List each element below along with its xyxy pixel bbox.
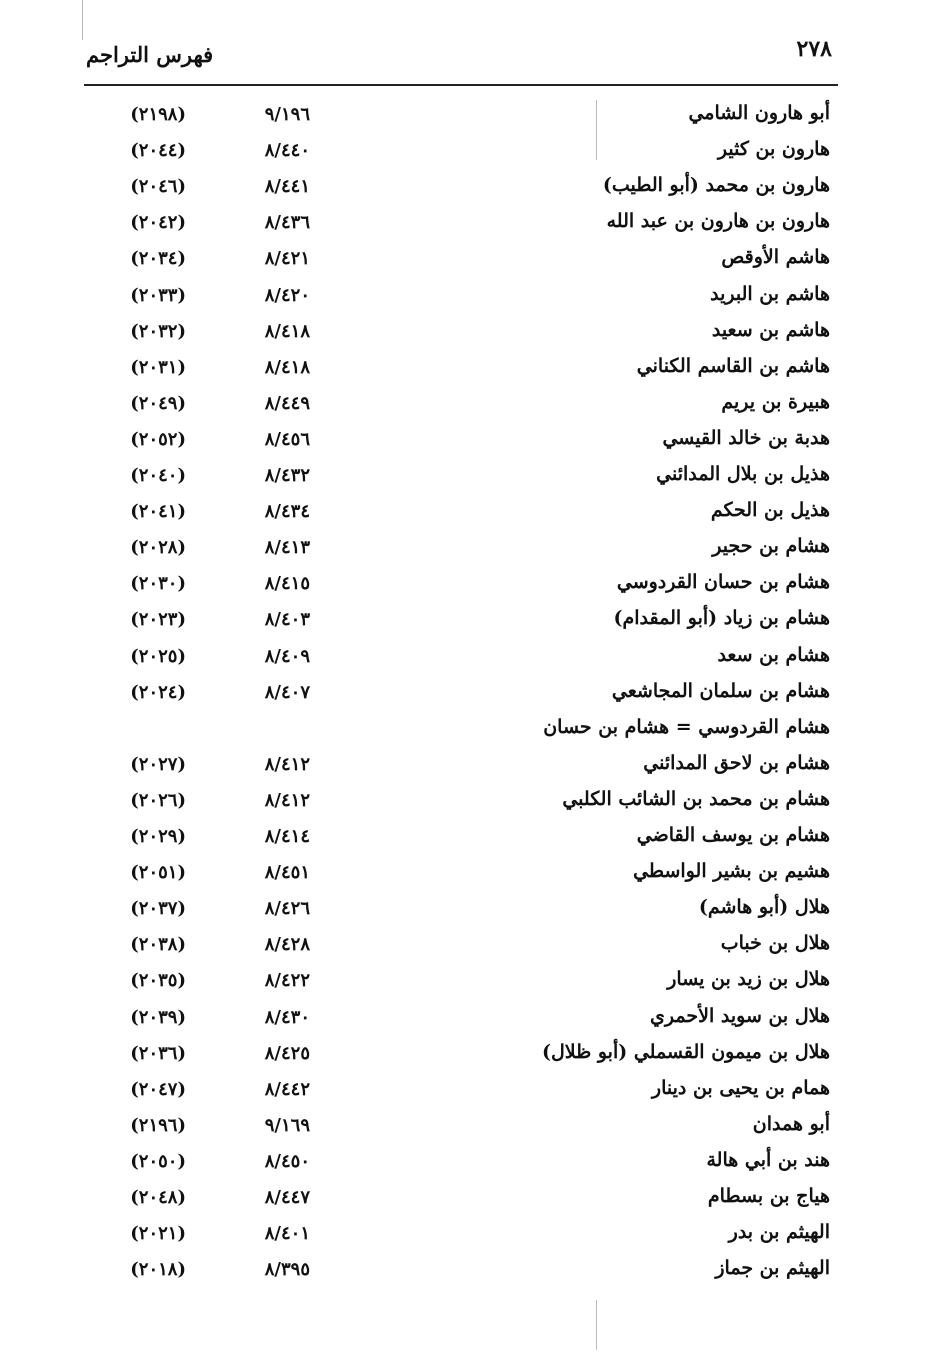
entry-number: (٢٠٢٥) <box>130 645 186 667</box>
entry-name: أبو هارون الشامي <box>688 102 830 124</box>
entry-volume-page: ٨/٤٢٥ <box>264 1042 310 1064</box>
entry-volume-page: ٨/٤٠٣ <box>264 609 310 631</box>
index-entry <box>84 569 838 605</box>
index-entry <box>84 208 838 244</box>
entry-volume-page: ٨/٤١٢ <box>264 789 310 811</box>
entry-volume-page: ٨/٤٣٤ <box>264 501 310 523</box>
entry-name: هشيم بن بشير الواسطي <box>633 860 830 883</box>
entry-number: (٢٠٣٢) <box>130 320 186 342</box>
entry-number: (٢٠٢٦) <box>130 789 186 811</box>
entry-number: (٢٠٣١) <box>130 356 186 378</box>
entry-name: هلال بن ميمون القسملي (أبو ظلال) <box>541 1040 830 1063</box>
entry-volume-page: ٨/٤٤٧ <box>264 1187 310 1208</box>
entry-volume-page: ٨/٤٥٦ <box>264 428 310 450</box>
entry-number: (٢٠٤٩) <box>130 392 186 414</box>
index-entry <box>84 966 838 1002</box>
index-entry <box>84 100 838 136</box>
index-entry <box>84 1075 838 1111</box>
index-entry <box>84 244 838 280</box>
entry-name: هشام بن سعد <box>717 643 830 666</box>
entry-number: (٢٠٤٨) <box>130 1187 186 1208</box>
entry-volume-page: ٨/٤١٥ <box>264 573 310 595</box>
entry-name: هذيل بن الحكم <box>710 499 830 522</box>
entry-volume-page: ٨/٤١٨ <box>264 356 310 378</box>
index-entry <box>84 353 838 389</box>
index-entry <box>84 317 838 353</box>
entry-volume-page: ٨/٤٢٨ <box>264 934 310 956</box>
index-entry <box>84 858 838 894</box>
index-entry <box>84 822 838 858</box>
index-entry <box>84 281 838 317</box>
entry-volume-page: ٨/٤٠١ <box>264 1223 310 1245</box>
index-entry <box>84 1147 838 1183</box>
page-number: ٢٧٨ <box>796 36 832 62</box>
entry-number: (٢٠١٨) <box>130 1259 186 1281</box>
entry-number: (٢٠٤١) <box>130 501 186 523</box>
entry-volume-page: ٨/٤٢٠ <box>264 284 310 306</box>
entry-name: هشام بن سلمان المجاشعي <box>611 679 830 702</box>
entry-name: هشام بن يوسف القاضي <box>636 824 830 846</box>
entry-volume-page: ٨/٣٩٥ <box>264 1259 310 1281</box>
scan-mark <box>596 100 597 160</box>
entry-number: (٢٠٤٢) <box>130 212 186 234</box>
entry-volume-page: ٨/٤١٤ <box>264 826 310 847</box>
index-entry <box>84 930 838 966</box>
index-entry <box>84 425 838 461</box>
entry-volume-page: ٨/٤٠٧ <box>264 681 310 703</box>
entry-name: هارون بن كثير <box>717 138 830 161</box>
index-entry <box>84 497 838 533</box>
index-entry <box>84 894 838 930</box>
entry-volume-page: ٨/٤٣٦ <box>264 212 310 234</box>
scan-mark <box>82 0 83 40</box>
entry-name: هدبة بن خالد القيسي <box>662 426 830 449</box>
entry-number: (٢٠٣٨) <box>130 934 186 956</box>
entry-volume-page: ٨/٤٤١ <box>264 176 310 198</box>
entry-name: هارون بن محمد (أبو الطيب) <box>602 174 830 197</box>
entry-number: (٢٠٣٦) <box>130 1042 186 1064</box>
entry-volume-page: ٨/٤١٢ <box>264 753 310 775</box>
entry-name: هشام بن لاحق المدائني <box>643 751 830 774</box>
entry-name: هياج بن بسطام <box>707 1185 830 1207</box>
index-entry <box>84 714 838 750</box>
entry-number: (٢٠٤٤) <box>130 140 186 162</box>
entry-name: هلال بن خباب <box>720 932 830 955</box>
index-entry <box>84 461 838 497</box>
index-entry <box>84 533 838 569</box>
entry-name: هشام بن حسان القردوسي <box>616 571 830 594</box>
index-entry <box>84 1003 838 1039</box>
entry-volume-page: ٨/٤٠٩ <box>264 645 310 667</box>
entry-name: هشام بن محمد بن الشائب الكلبي <box>562 787 830 810</box>
entry-volume-page: ٨/٤٢٦ <box>264 898 310 920</box>
entry-name: هاشم الأوقص <box>721 246 830 269</box>
index-entry <box>84 1183 838 1219</box>
entry-number: (٢٠٤٧) <box>130 1078 186 1100</box>
entry-volume-page: ٨/٤٣٠ <box>264 1006 310 1028</box>
entry-volume-page: ٨/٤٣٢ <box>264 465 310 486</box>
entry-name: هاشم بن البريد <box>710 282 830 305</box>
index-entry <box>84 750 838 786</box>
entry-number: (٢٠٢٧) <box>130 753 186 775</box>
entry-number: (٢٠٤٠) <box>130 465 186 486</box>
entry-volume-page: ٩/١٩٦ <box>264 104 310 125</box>
entry-name: هلال بن زيد بن يسار <box>667 968 830 991</box>
index-entry <box>84 389 838 425</box>
entry-volume-page: ٨/٤٥٠ <box>264 1150 310 1172</box>
entry-number: (٢٠٣٥) <box>130 970 186 992</box>
entry-name: الهيثم بن جماز <box>715 1257 830 1280</box>
running-title: فهرس التراجم <box>86 42 214 67</box>
index-entry <box>84 1255 838 1291</box>
entry-number: (٢٠٢٨) <box>130 537 186 559</box>
entry-number: (٢٠٣٩) <box>130 1006 186 1028</box>
entry-volume-page: ٨/٤٢٢ <box>264 970 310 992</box>
entry-name: هاشم بن القاسم الكناني <box>636 354 830 377</box>
index-entry <box>84 1219 838 1255</box>
entry-number: (٢٠٣٤) <box>130 248 186 270</box>
entry-name: هشام القردوسي = هشام بن حسان <box>543 715 830 738</box>
entry-number: (٢٠٥٠) <box>130 1150 186 1172</box>
page-header <box>84 28 838 86</box>
index-entries <box>84 100 838 1290</box>
entry-volume-page: ٨/٤٤٢ <box>264 1078 310 1100</box>
entry-volume-page: ٨/٤٥١ <box>264 862 310 884</box>
index-entry <box>84 786 838 822</box>
scan-mark <box>596 1300 597 1350</box>
entry-volume-page: ٩/١٦٩ <box>264 1114 310 1136</box>
entry-number: (٢٠٢٤) <box>130 681 186 703</box>
entry-name: هشام بن زياد (أبو المقدام) <box>613 607 830 630</box>
entry-volume-page: ٨/٤٤٩ <box>264 392 310 414</box>
entry-name: هشام بن حجير <box>712 535 830 558</box>
index-entry <box>84 642 838 678</box>
index-entry <box>84 605 838 641</box>
entry-number: (٢٠٢٩) <box>130 826 186 847</box>
entry-name: هبيرة بن يريم <box>721 390 830 413</box>
entry-number: (٢٠٣٧) <box>130 898 186 920</box>
entry-name: هاشم بن سعيد <box>711 318 830 341</box>
entry-name: أبو همدان <box>752 1112 830 1135</box>
entry-name: هند بن أبي هالة <box>706 1148 830 1171</box>
entry-name: هذيل بن بلال المدائني <box>656 463 830 485</box>
entry-name: هارون بن هارون بن عبد الله <box>606 210 830 233</box>
index-entry <box>84 678 838 714</box>
entry-volume-page: ٨/٤٢١ <box>264 248 310 270</box>
index-entry <box>84 1039 838 1075</box>
entry-volume-page: ٨/٤١٨ <box>264 320 310 342</box>
entry-name: هلال (أبو هاشم) <box>698 896 830 919</box>
entry-name: هلال بن سويد الأحمري <box>650 1004 830 1027</box>
index-entry <box>84 172 838 208</box>
entry-number: (٢١٩٦) <box>130 1114 186 1136</box>
entry-number: (٢٠٤٦) <box>130 176 186 198</box>
entry-number: (٢٠٣٣) <box>130 284 186 306</box>
index-entry <box>84 1111 838 1147</box>
entry-number: (٢٠٢٣) <box>130 609 186 631</box>
entry-number: (٢٠٥٢) <box>130 428 186 450</box>
entry-number: (٢٠٢١) <box>130 1223 186 1245</box>
index-entry <box>84 136 838 172</box>
entry-volume-page: ٨/٤٤٠ <box>264 140 310 162</box>
entry-name: همام بن يحيى بن دينار <box>651 1076 830 1099</box>
entry-number: (٢٠٣٠) <box>130 573 186 595</box>
entry-name: الهيثم بن بدر <box>728 1221 830 1244</box>
entry-volume-page: ٨/٤١٣ <box>264 537 310 559</box>
entry-number: (٢١٩٨) <box>130 104 186 125</box>
entry-number: (٢٠٥١) <box>130 862 186 884</box>
